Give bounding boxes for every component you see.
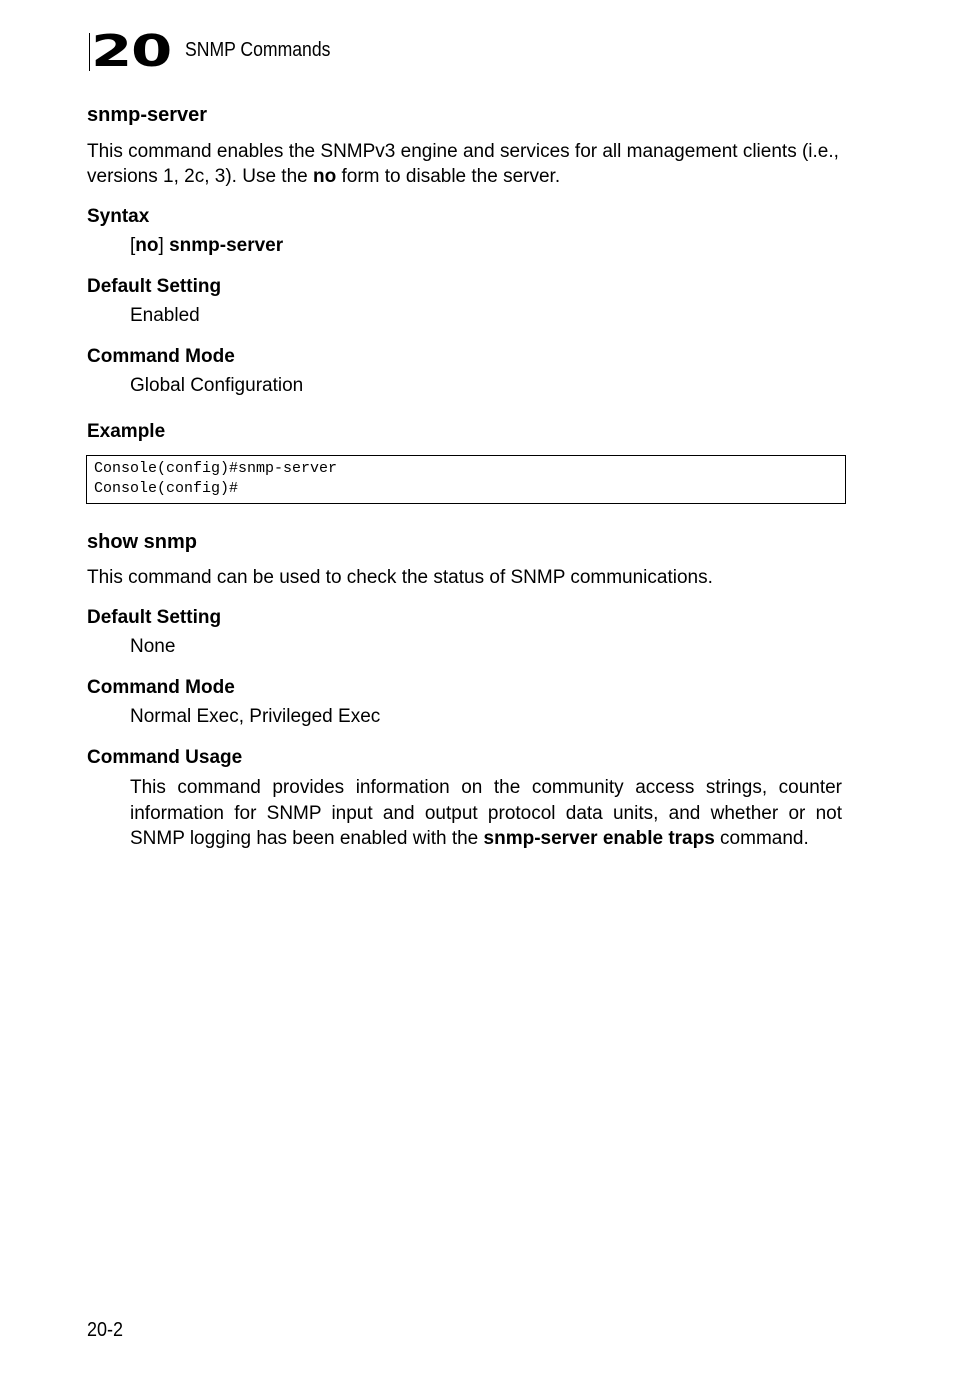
command-mode-heading: Command Mode <box>87 346 235 367</box>
page-number: 20-2 <box>87 1319 124 1341</box>
syntax-line <box>130 234 283 258</box>
syntax-command: snmp-server <box>169 235 284 256</box>
syntax-heading: Syntax <box>87 206 150 227</box>
default-setting-value: Enabled <box>130 305 200 326</box>
default-setting-heading: Default Setting <box>87 276 222 297</box>
command-title-show-snmp: show snmp <box>87 531 198 553</box>
chapter-title: SNMP Commands <box>185 39 331 61</box>
command-description: This command can be used to check the status of SNMP communications. <box>87 567 713 588</box>
default-setting-heading: Default Setting <box>87 607 222 628</box>
usage-bold-command: snmp-server enable traps <box>483 828 715 849</box>
description-bold: no <box>313 166 337 187</box>
command-usage-heading: Command Usage <box>87 747 243 768</box>
command-title-snmp-server: snmp-server <box>87 104 208 126</box>
usage-text-end: command. <box>714 828 809 849</box>
command-usage-text <box>130 775 842 852</box>
command-description <box>87 139 847 189</box>
command-mode-value: Global Configuration <box>130 375 304 396</box>
chapter-mark-bar <box>89 33 90 71</box>
command-mode-heading: Command Mode <box>87 677 235 698</box>
code-line: Console(config)# <box>94 480 239 497</box>
syntax-bracket-open: [ <box>130 235 136 256</box>
usage-text: This command provides information on the community access strings, counter information for SNMP input and output protocol data units, and whether or not SNMP logging has been enabled with the <box>130 777 842 849</box>
syntax-bracket-close: ] <box>158 235 170 256</box>
example-heading: Example <box>87 421 166 442</box>
code-line: Console(config)#snmp-server <box>94 460 338 477</box>
description-text: This command enables the SNMPv3 engine and services for all management clients (i.e., versions 1, 2c, 3). Use the <box>87 141 839 187</box>
example-code-box <box>86 455 846 504</box>
description-text-end: form to disable the server. <box>336 166 561 187</box>
command-mode-value: Normal Exec, Privileged Exec <box>130 706 381 727</box>
syntax-keyword-no: no <box>135 235 159 256</box>
default-setting-value: None <box>130 636 176 657</box>
chapter-number-mark <box>89 26 171 77</box>
chapter-number: 20 <box>91 26 171 77</box>
